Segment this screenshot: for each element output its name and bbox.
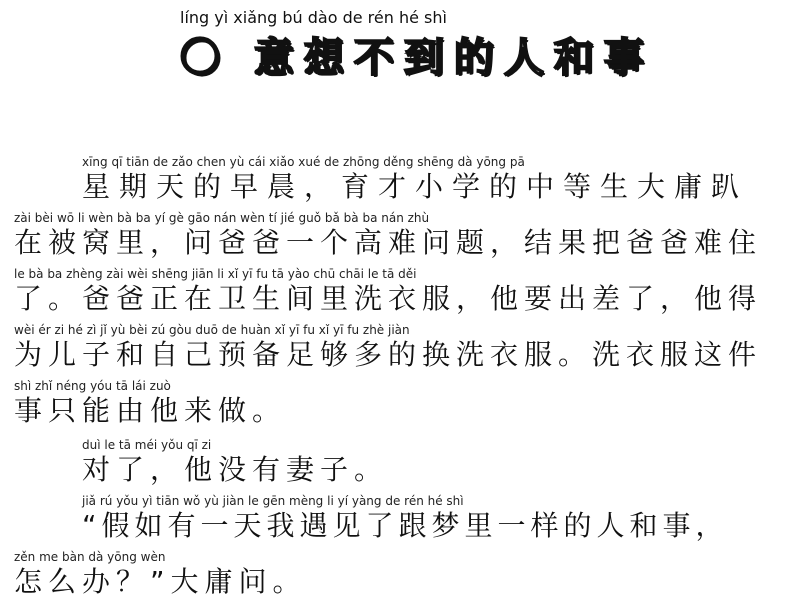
pinyin-line: jiǎ rú yǒu yì tiān wǒ yù jiàn le gēn mèng li yí yàng de rén hé shì (82, 494, 464, 508)
text-line: 为儿子和自己预备足够多的换洗衣服。洗衣服这件 (14, 338, 763, 371)
text-line: 在被窝里，问爸爸一个高难问题，结果把爸爸难住 (14, 226, 763, 259)
title-text: 〇 意想不到的人和事 (180, 35, 654, 81)
title-block (0, 0, 789, 80)
text-line: 事只能由他来做。 (14, 394, 287, 427)
pinyin-line: xīng qī tiān de zǎo chen yù cái xiǎo xué de zhōng děng shēng dà yōng pā (82, 155, 525, 169)
pinyin-line: duì le tā méi yǒu qī zi (82, 438, 212, 452)
pinyin-line: zài bèi wō li wèn bà ba yí gè gāo nán wèn tí jié guǒ bǎ bà ba nán zhù (14, 211, 430, 225)
pinyin-line: zěn me bàn dà yōng wèn (14, 550, 166, 564)
text-line: 怎么办？”大庸问。 (14, 565, 307, 598)
pinyin-line: wèi ér zi hé zì jǐ yù bèi zú gòu duō de huàn xǐ yī fu xǐ yī fu zhè jiàn (14, 323, 410, 337)
text-line: 了。爸爸正在卫生间里洗衣服，他要出差了，他得 (14, 282, 763, 315)
pinyin-line: le bà ba zhèng zài wèi shēng jiān li xǐ yī fu tā yào chū chāi le tā děi (14, 267, 417, 281)
text-line: 星期天的早晨，育才小学的中等生大庸趴 (82, 170, 749, 203)
text-line: “假如有一天我遇见了跟梦里一样的人和事， (82, 509, 729, 542)
pinyin-line: shì zhǐ néng yóu tā lái zuò (14, 379, 171, 393)
text-line: 对了，他没有妻子。 (82, 453, 389, 486)
title-pinyin: líng yì xiǎng bú dào de rén hé shì (180, 8, 447, 27)
